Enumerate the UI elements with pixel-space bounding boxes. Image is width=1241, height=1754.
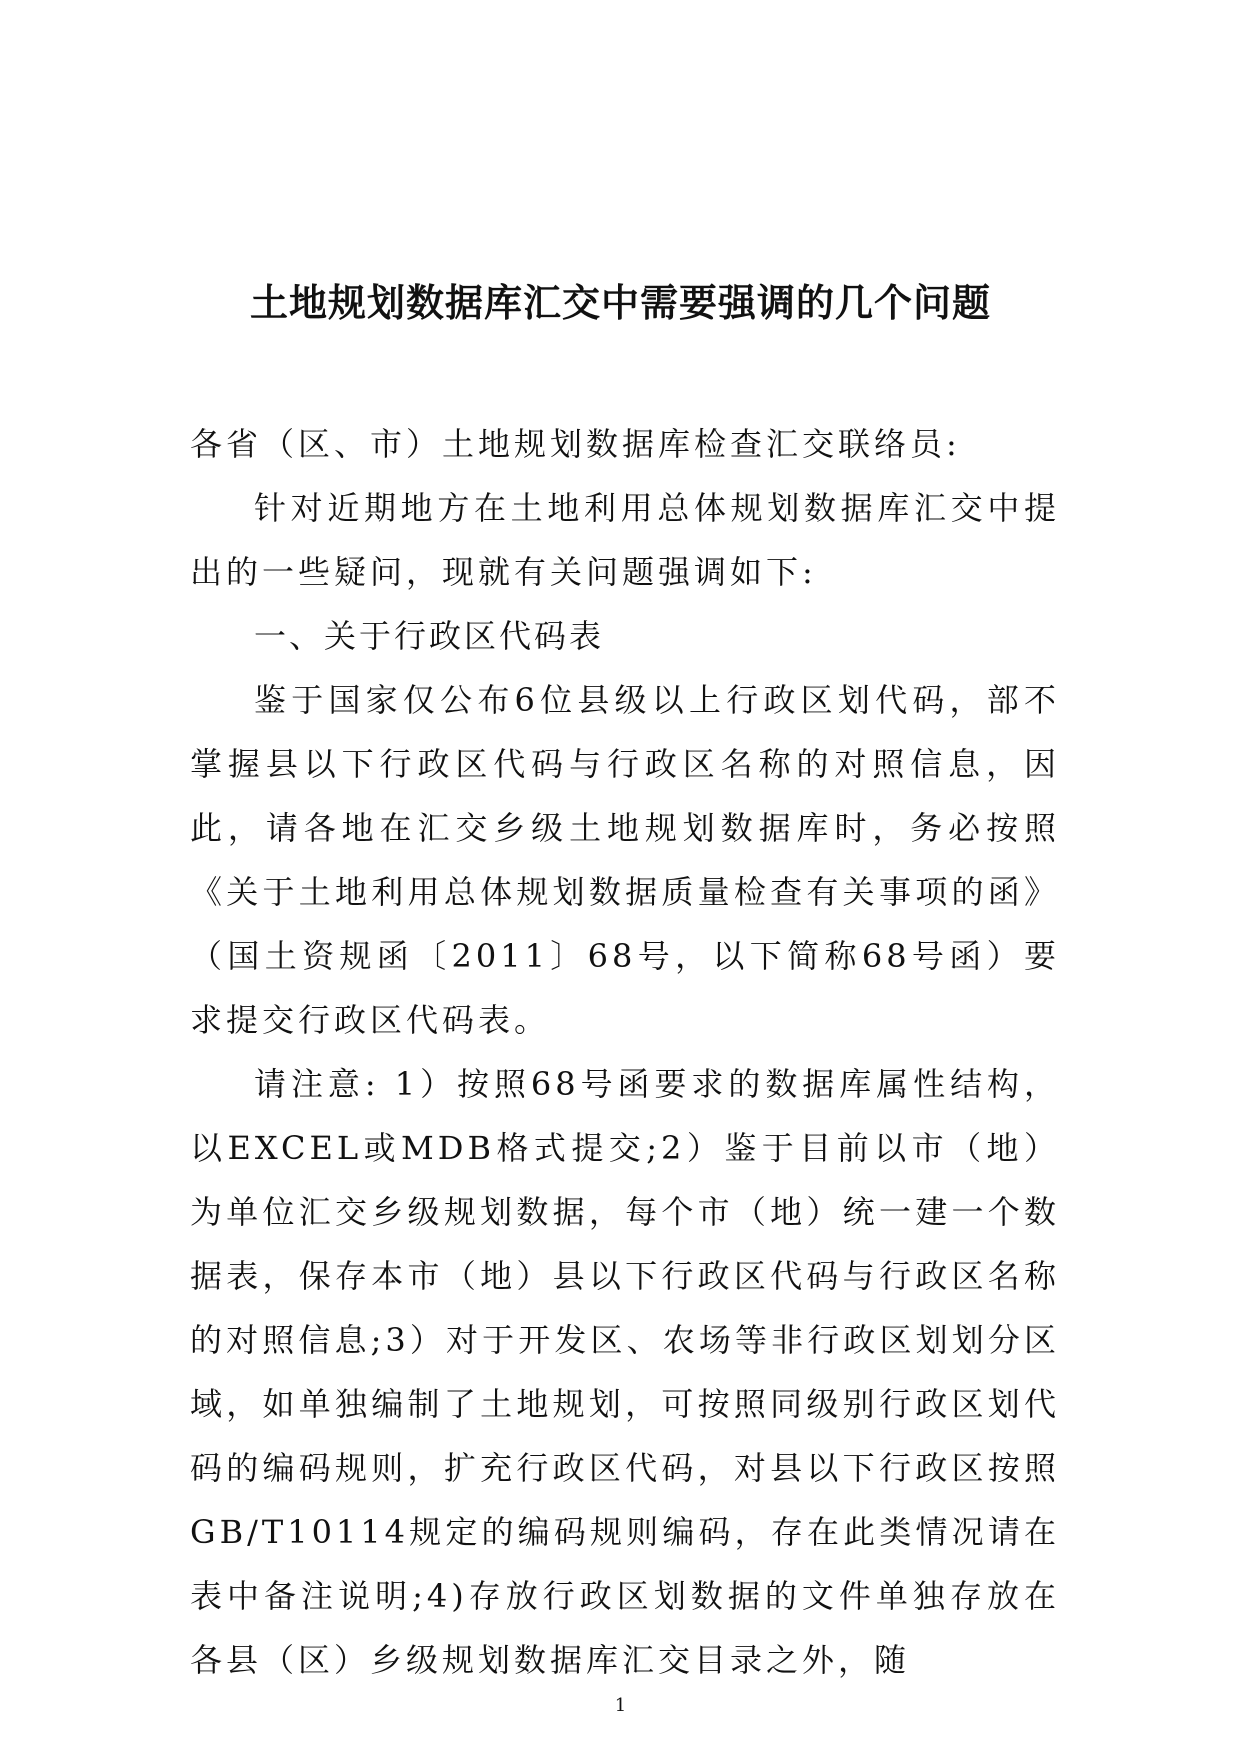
document-body	[190, 412, 1060, 1692]
intro-paragraph: 针对近期地方在土地利用总体规划数据库汇交中提出的一些疑问，现就有关问题强调如下:	[190, 489, 1060, 591]
body-paragraph: 请注意: 1）按照68号函要求的数据库属性结构，以EXCEL或MDB格式提交;2）鉴于目前以市（地）为单位汇交乡级规划数据，每个市（地）统一建一个数据表，保存本市（地）县以下行政区代码与行政区名称的对照信息;3）对于开发区、农场等非行政区划划分区域，如单独编制了土地规划，可按照同级别行政区划代码的编码规则，扩充行政区代码，对县以下行政区按照GB/T10114规定的编码规则编码，存在此类情况请在表中备注说明;4)存放行政区划数据的文件单独存放在各县（区）乡级规划数据库汇交目录之外，随	[190, 1065, 1060, 1679]
document-title: 土地规划数据库汇交中需要强调的几个问题	[249, 281, 991, 325]
body-paragraph: 鉴于国家仅公布6位县级以上行政区划代码，部不掌握县以下行政区代码与行政区名称的对照信息，因此，请各地在汇交乡级土地规划数据库时，务必按照《关于土地利用总体规划数据质量检查有关事项的函》（国土资规函〔2011〕68号，以下简称68号函）要求提交行政区代码表。	[190, 681, 1060, 1039]
page-number: 1	[614, 1695, 627, 1716]
salutation: 各省（区、市）土地规划数据库检查汇交联络员:	[190, 425, 961, 463]
section-heading: 一、关于行政区代码表	[254, 617, 605, 655]
